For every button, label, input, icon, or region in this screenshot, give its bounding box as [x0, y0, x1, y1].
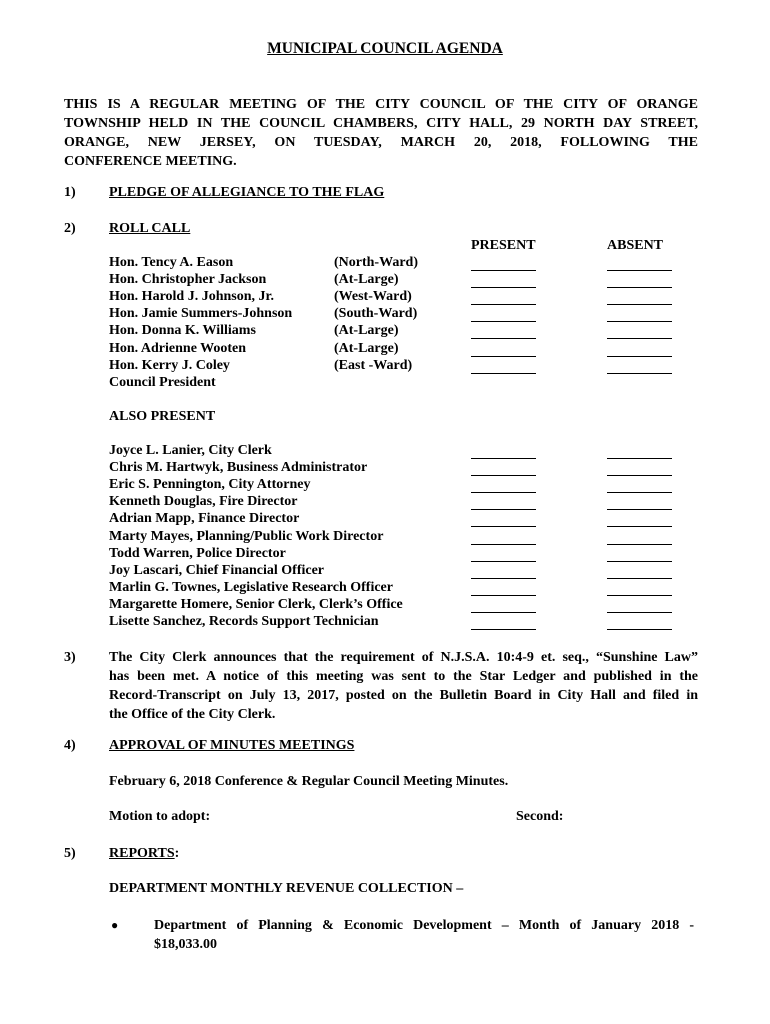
official-name: Joy Lascari, Chief Financial Officer [109, 562, 325, 578]
present-blank-line[interactable] [471, 492, 536, 493]
absent-blank-line[interactable] [607, 526, 672, 527]
official-name: Todd Warren, Police Director [109, 545, 286, 561]
council-member-ward: (At-Large) [334, 340, 399, 356]
present-blank-line[interactable] [471, 321, 536, 322]
sunshine-line: Record-Transcript on July 13, 2017, posted on the Bulletin Board in City Hall and filed in [109, 688, 698, 703]
absent-blank-line[interactable] [607, 492, 672, 493]
revenue-line: Department of Planning & Economic Development – Month of January 2018 - [154, 918, 694, 933]
page-title: MUNICIPAL COUNCIL AGENDA [267, 40, 503, 57]
item-number: 3) [64, 650, 76, 665]
absent-blank-line[interactable] [607, 458, 672, 459]
official-name: Kenneth Douglas, Fire Director [109, 494, 298, 510]
council-member-name: Hon. Donna K. Williams [109, 323, 256, 339]
intro-line: CONFERENCE MEETING. [64, 154, 237, 169]
council-member-name: Hon. Kerry J. Coley [109, 357, 230, 373]
absent-blank-line[interactable] [607, 270, 672, 271]
sunshine-paragraph [109, 648, 698, 724]
absent-blank-line[interactable] [607, 338, 672, 339]
present-blank-line[interactable] [471, 373, 536, 374]
absent-blank-line[interactable] [607, 373, 672, 374]
present-blank-line[interactable] [471, 356, 536, 357]
present-blank-line[interactable] [471, 270, 536, 271]
minutes-text: February 6, 2018 Conference & Regular Council Meeting Minutes. [109, 774, 509, 789]
motion-label: Motion to adopt: [109, 809, 211, 824]
absent-blank-line[interactable] [607, 509, 672, 510]
official-name: Eric S. Pennington, City Attorney [109, 477, 311, 493]
absent-column-header: ABSENT [607, 238, 664, 253]
present-blank-line[interactable] [471, 612, 536, 613]
intro-line: ORANGE, NEW JERSEY, ON TUESDAY, MARCH 20, 2018, FOLLOWING THE [64, 135, 698, 150]
revenue-subheading: DEPARTMENT MONTHLY REVENUE COLLECTION – [109, 881, 464, 896]
absent-blank-line[interactable] [607, 629, 672, 630]
present-blank-line[interactable] [471, 338, 536, 339]
item-heading-pledge: PLEDGE OF ALLEGIANCE TO THE FLAG [109, 185, 385, 200]
present-blank-line[interactable] [471, 287, 536, 288]
item-number: 1) [64, 185, 76, 200]
item-heading-reports [109, 846, 179, 862]
council-member-name: Hon. Adrienne Wooten [109, 340, 247, 356]
council-member-ward: (At-Large) [334, 272, 399, 288]
present-blank-line[interactable] [471, 595, 536, 596]
council-member-ward: (East -Ward) [334, 357, 413, 373]
reports-heading-text: REPORTS [109, 846, 175, 861]
present-blank-line[interactable] [471, 578, 536, 579]
absent-blank-line[interactable] [607, 612, 672, 613]
official-name: Adrian Mapp, Finance Director [109, 511, 300, 527]
sunshine-line: The City Clerk announces that the requirement of N.J.S.A. 10:4-9 et. seq., “Sunshine Law” [109, 650, 698, 665]
council-member-name: Hon. Harold J. Johnson, Jr. [109, 289, 274, 305]
absent-blank-line[interactable] [607, 561, 672, 562]
council-president-label: Council President [109, 375, 216, 390]
item-heading-roll-call: ROLL CALL [109, 221, 191, 236]
present-blank-line[interactable] [471, 561, 536, 562]
official-name: Margarette Homere, Senior Clerk, Clerk’s Office [109, 596, 403, 612]
present-blank-line[interactable] [471, 544, 536, 545]
item-number: 4) [64, 738, 76, 753]
council-member-ward: (West-Ward) [334, 289, 412, 305]
absent-blank-line[interactable] [607, 356, 672, 357]
bullet-icon: ● [111, 918, 119, 932]
present-blank-line[interactable] [471, 304, 536, 305]
intro-line: TOWNSHIP HELD IN THE COUNCIL CHAMBERS, CITY HALL, 29 NORTH DAY STREET, [64, 116, 698, 131]
second-label: Second: [516, 809, 564, 824]
intro-line: THIS IS A REGULAR MEETING OF THE CITY COUNCIL OF THE CITY OF ORANGE [64, 97, 698, 112]
absent-blank-line[interactable] [607, 475, 672, 476]
absent-blank-line[interactable] [607, 304, 672, 305]
council-member-name: Hon. Tency A. Eason [109, 255, 234, 270]
present-column-header: PRESENT [471, 238, 536, 253]
absent-blank-line[interactable] [607, 578, 672, 579]
absent-blank-line[interactable] [607, 287, 672, 288]
official-name: Joyce L. Lanier, City Clerk [109, 443, 272, 458]
revenue-bullet-text [154, 916, 694, 954]
present-blank-line[interactable] [471, 526, 536, 527]
council-member-ward: (North-Ward) [334, 255, 418, 270]
also-present-heading: ALSO PRESENT [109, 409, 216, 424]
revenue-line: $18,033.00 [154, 937, 217, 952]
item-number: 5) [64, 846, 76, 861]
item-number: 2) [64, 221, 76, 236]
present-blank-line[interactable] [471, 509, 536, 510]
sunshine-line: the Office of the City Clerk. [109, 707, 276, 722]
council-member-name: Hon. Christopher Jackson [109, 272, 267, 288]
item-heading-minutes: APPROVAL OF MINUTES MEETINGS [109, 738, 355, 753]
council-member-ward: (South-Ward) [334, 306, 418, 322]
council-member-name: Hon. Jamie Summers-Johnson [109, 306, 293, 322]
council-member-ward: (At-Large) [334, 323, 399, 339]
intro-paragraph [64, 95, 698, 171]
absent-blank-line[interactable] [607, 321, 672, 322]
official-name: Lisette Sanchez, Records Support Technician [109, 614, 379, 629]
sunshine-line: has been met. A notice of this meeting was sent to the Star Ledger and published in the [109, 669, 698, 684]
present-blank-line[interactable] [471, 475, 536, 476]
official-name: Chris M. Hartwyk, Business Administrator [109, 460, 368, 476]
official-name: Marty Mayes, Planning/Public Work Director [109, 528, 384, 544]
present-blank-line[interactable] [471, 458, 536, 459]
absent-blank-line[interactable] [607, 595, 672, 596]
reports-colon: : [174, 846, 180, 861]
absent-blank-line[interactable] [607, 544, 672, 545]
official-name: Marlin G. Townes, Legislative Research Officer [109, 579, 393, 595]
present-blank-line[interactable] [471, 629, 536, 630]
